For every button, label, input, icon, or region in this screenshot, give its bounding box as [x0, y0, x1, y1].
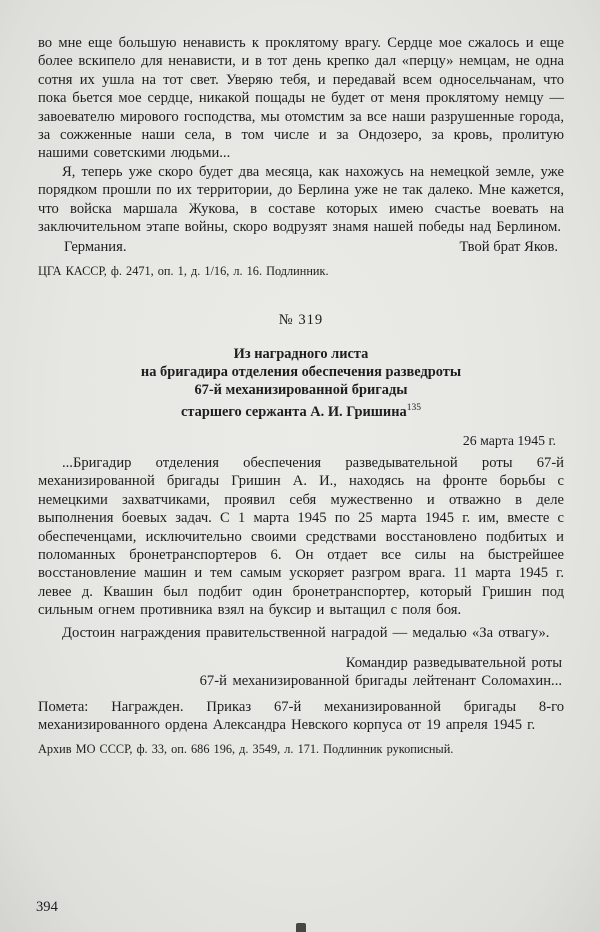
title-line-4: [38, 399, 564, 421]
title-line-2: на бригадира отделения обеспечения разведроты: [140, 363, 462, 380]
page-number: 394: [36, 898, 58, 915]
signature-line-1: Командир разведывательной роты: [345, 655, 562, 672]
document-date: 26 марта 1945 г.: [462, 432, 556, 448]
title-line-3: 67-й механизированной бригады: [194, 381, 408, 398]
document-body-paragraph-2: Достоин награждения правительственной наградой — медалью «За отвагу».: [62, 624, 550, 641]
document-archive-reference: Архив МО СССР, ф. 33, оп. 686 196, д. 3549, л. 171. Подлинник рукописный.: [38, 741, 454, 756]
letter-place: Германия.: [64, 239, 127, 256]
title-line-4-text: старшего сержанта А. И. Гришина: [181, 403, 407, 420]
document-signature-block: [38, 654, 564, 691]
title-line-1: Из наградного листа: [233, 345, 369, 362]
letter-archive-reference: ЦГА КАССР, ф. 2471, оп. 1, д. 1/16, л. 16. Подлинник.: [38, 263, 329, 278]
document-number: № 319: [278, 312, 324, 329]
footnote-marker: 135: [406, 402, 421, 413]
letter-signoff: [38, 238, 564, 256]
document-title: [38, 345, 564, 421]
letter-paragraph-2: Я, теперь уже скоро будет два месяца, как нахожусь на немецкой земле, уже порядком прошли по их территории, до Берлина уже не так далеко. Мне кажется, что войска маршала Жукова, в составе которых имею счастье воевать на заключительном этапе войны, скоро водрузят знамя нашей победы над Берлином.: [38, 163, 564, 236]
letter-paragraph-1: во мне еще большую ненависть к проклятому врагу. Сердце мое сжалось и еще более вскипело для ненависти, и в тот день крепко дал «перцу» немцам, не одна сотня их ушла на тот свет. Уверяю тебя, и передавай всем односельчанам, что пока бьется мое сердце, никакой пощады не будет от меня проклятому немцу — завоевателю мирового господства, мы отомстим за все наши разрушенные города, за сожженные наши села, в том числе и за Ондозеро, за кровь, пролитую нашими советскими людьми...: [38, 35, 564, 162]
document-note: Помета: Награжден. Приказ 67-й механизированной бригады 8-го механизированного ордена Александра Невского корпуса от 19 апреля 1945 г.: [38, 698, 564, 734]
letter-signature: Твой брат Яков.: [459, 239, 558, 256]
scan-artifact-mark: [296, 923, 306, 932]
document-body-paragraph-1: ...Бригадир отделения обеспечения разведывательной роты 67-й механизированной бригады Гришин А. И., находясь на фронте борьбы с немецкими захватчиками, проявил себя мужественно и отважно в деле выполнения боевых задач. С 1 марта 1945 по 25 марта 1945 г. им, вместе с обеспеченцами, исключительно своими средствами восстановлено подбитых и поломанных бронетранспортеров 6. Он отдает все силы на быстрейшее восстановление машин и тем самым ускоряет разгром врага. 11 марта 1945 г. левее д. Квашин был подбит один бронетранспортер, который Гришин под сильным огнем противника взял на буксир и вытащил с поля боя.: [38, 454, 564, 619]
signature-line-2: 67-й механизированной бригады лейтенант Соломахин...: [199, 673, 562, 690]
